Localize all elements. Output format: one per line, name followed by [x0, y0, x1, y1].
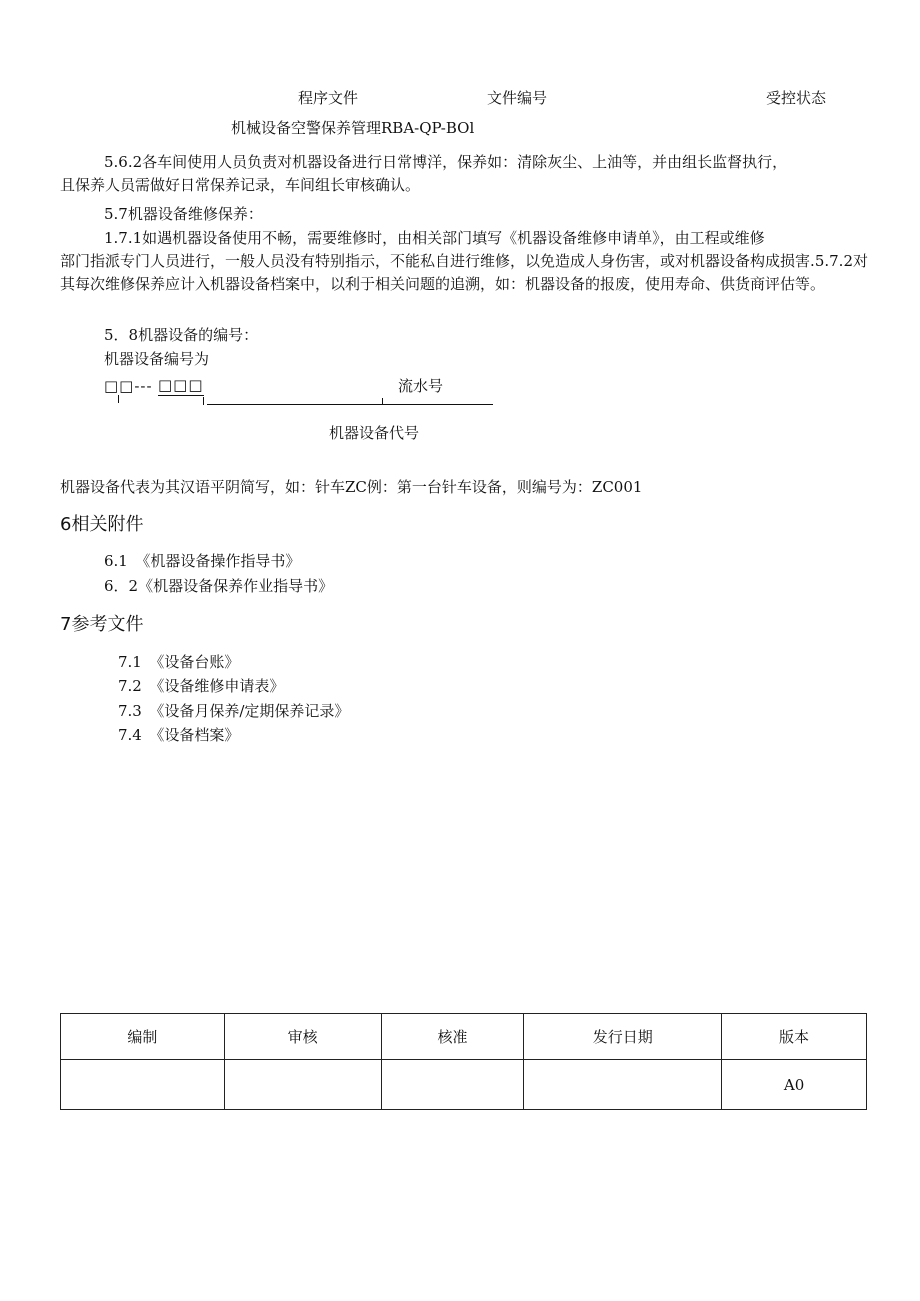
paragraph-5-6-2 — [60, 151, 868, 197]
signoff-header-cell: 发行日期 — [524, 1014, 722, 1060]
paragraph-5-6-2-line1: 5.6.2各车间使用人员负责对机器设备进行日常博洋，保养如：清除灰尘、上油等，并由组长监督执行， — [104, 153, 788, 171]
signoff-header-cell: 版本 — [722, 1014, 867, 1060]
code-boxes-right: □□□ — [158, 376, 204, 394]
paragraph-1-7-1-rest: 部门指派专门人员进行，一般人员没有特别指示，不能私自进行维修，以免造成人身伤害，或对机器设备构成损害.5.7.2对其每次维修保养应计入机器设备档案中，以利于相关问题的追溯，如：机器设备的报废，使用寿命、供货商评估等。 — [60, 252, 868, 293]
signoff-value-row — [61, 1060, 867, 1110]
tick-mark-left — [118, 395, 119, 403]
signoff-header-cell: 编制 — [61, 1014, 225, 1060]
section-6-item: 6．2《机器设备保养作业指导书》 — [104, 577, 334, 595]
code-underline — [207, 404, 493, 405]
section-6-title: 6相关附件 — [60, 514, 144, 535]
section-6-item: 6.1 《机器设备操作指导书》 — [104, 552, 301, 570]
code-boxes-left: □□--- — [104, 377, 153, 395]
signoff-value-cell — [224, 1060, 381, 1110]
signoff-value-cell — [524, 1060, 722, 1110]
section-7-item: 7.4 《设备档案》 — [118, 726, 240, 744]
doc-subtitle: 机械设备空警保养管理RBA-QP-BOl — [231, 119, 475, 137]
section-7-item: 7.3 《设备月保养/定期保养记录》 — [118, 702, 350, 720]
signoff-table — [60, 1013, 867, 1110]
header-program-doc: 程序文件 — [298, 89, 359, 107]
signoff-header-cell: 审核 — [224, 1014, 381, 1060]
signoff-value-cell — [381, 1060, 524, 1110]
paragraph-5-6-2-line2: 且保养人员需做好日常保养记录，车间组长审核确认。 — [60, 176, 421, 194]
code-separator — [382, 398, 383, 405]
serial-number-label: 流水号 — [398, 377, 444, 395]
code-explanation: 机器设备代表为其汉语平阴简写，如：针车ZC例：第一台针车设备，则编号为：ZC001 — [60, 478, 643, 496]
tick-mark-right — [203, 397, 204, 405]
paragraph-1-7-1 — [60, 227, 868, 296]
header-doc-number: 文件编号 — [487, 89, 548, 107]
paragraph-1-7-1-line1: 1.7.1如遇机器设备使用不畅，需要维修时，由相关部门填写《机器设备维修申请单》，由工程或维修 — [104, 229, 765, 247]
section-5-7-title: 5.7机器设备维修保养： — [104, 205, 263, 223]
signoff-header-row — [61, 1014, 867, 1060]
section-7-item: 7.1 《设备台账》 — [118, 653, 240, 671]
machine-code-label: 机器设备代号 — [329, 424, 420, 442]
signoff-value-cell: A0 — [722, 1060, 867, 1110]
signoff-header-cell: 核准 — [381, 1014, 524, 1060]
header-control-status: 受控状态 — [766, 89, 827, 107]
section-5-8-title: 5．8机器设备的编号： — [104, 326, 259, 344]
signoff-value-cell — [61, 1060, 225, 1110]
numbering-intro: 机器设备编号为 — [104, 350, 210, 368]
section-7-title: 7参考文件 — [60, 614, 144, 635]
section-7-item: 7.2 《设备维修申请表》 — [118, 677, 285, 695]
